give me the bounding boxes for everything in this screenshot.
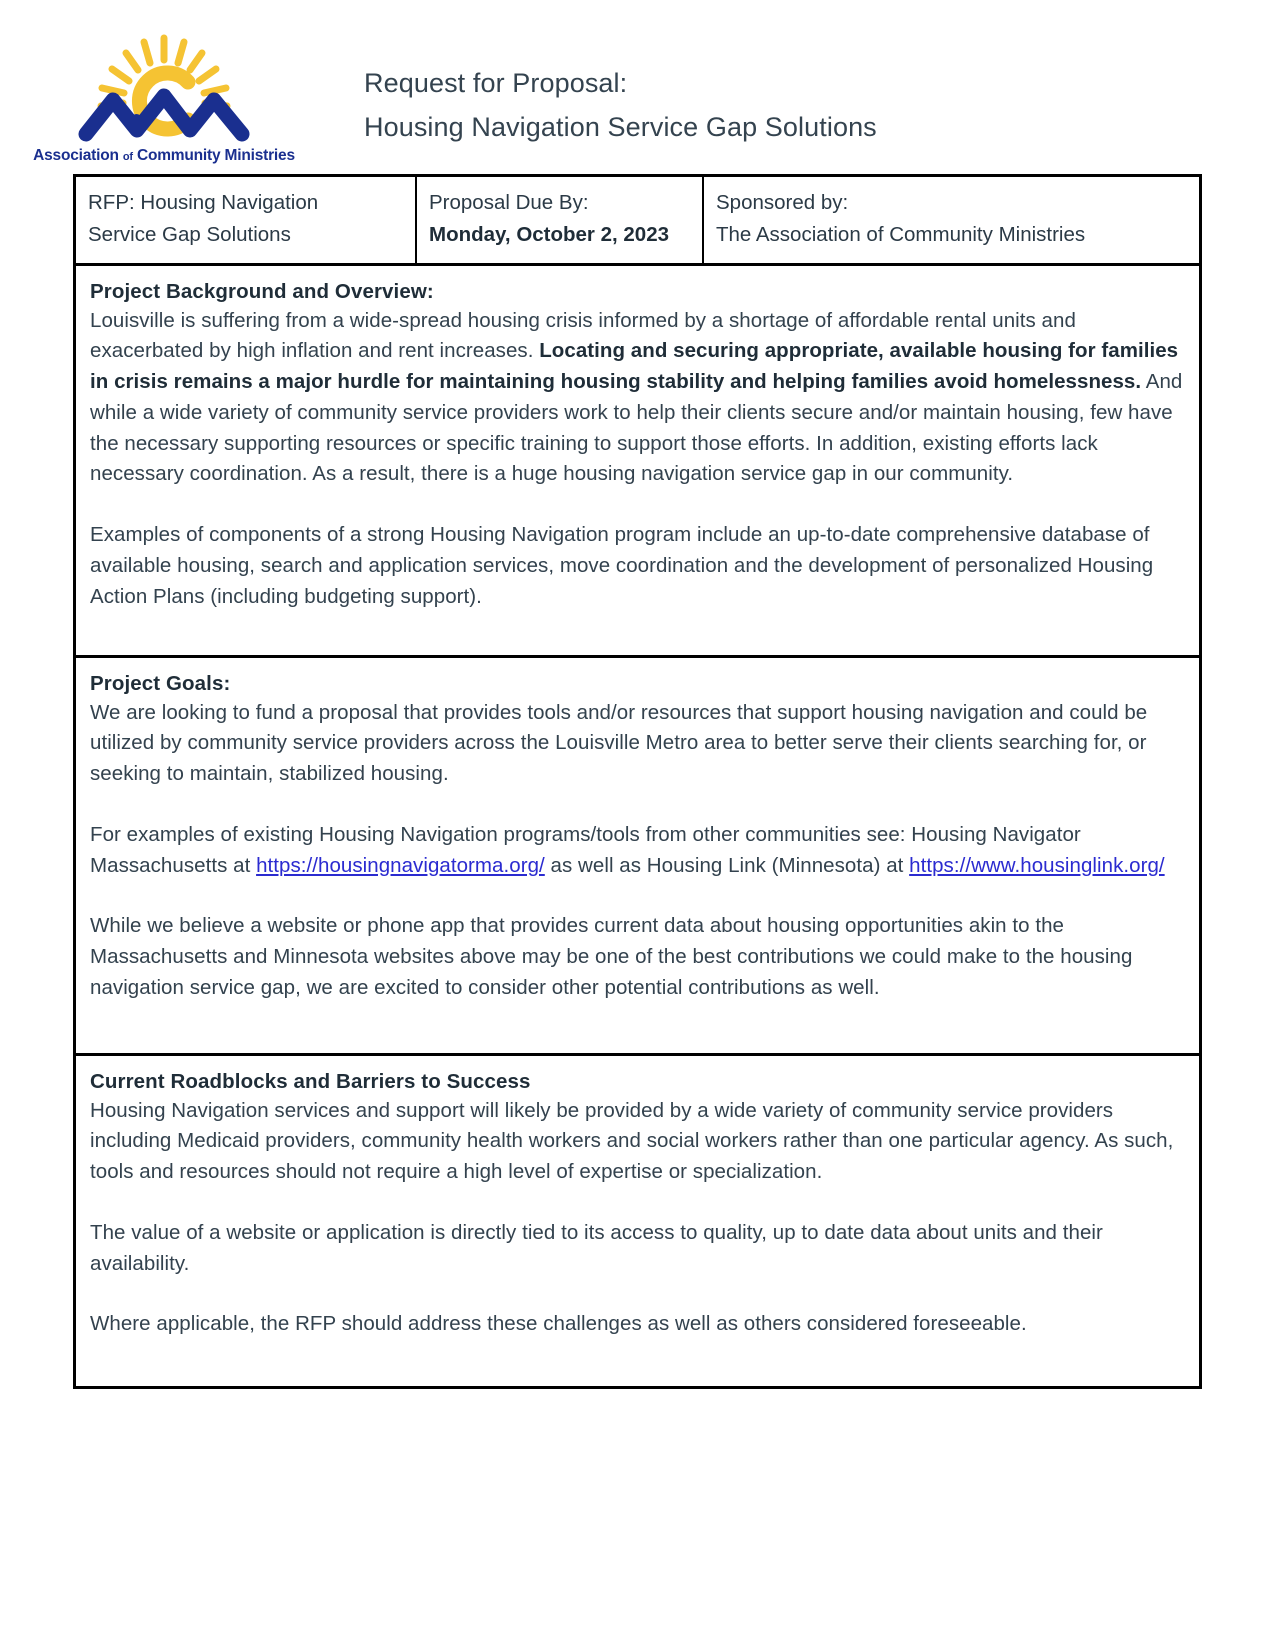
due-date-value: Monday, October 2, 2023 bbox=[429, 222, 670, 246]
section-heading-roadblocks: Current Roadblocks and Barriers to Success bbox=[90, 1069, 531, 1093]
sponsor-cell bbox=[704, 177, 1199, 263]
link-housing-navigator-ma[interactable]: https://housingnavigatorma.org/ bbox=[256, 853, 545, 877]
section-project-goals bbox=[76, 658, 1199, 1056]
info-row bbox=[76, 177, 1199, 266]
due-date-label: Proposal Due By: bbox=[429, 191, 589, 214]
sponsor-value: The Association of Community Ministries bbox=[716, 222, 1086, 246]
organization-logo bbox=[0, 34, 310, 165]
logo-wordmark-part2: Community Ministries bbox=[136, 147, 295, 164]
title-line-2: Housing Navigation Service Gap Solutions bbox=[364, 111, 877, 142]
goals-p2-part-b: as well as Housing Link (Minnesota) at bbox=[544, 853, 910, 877]
link-housing-link-mn[interactable]: https://www.housinglink.org/ bbox=[909, 853, 1165, 877]
rfp-title-cell bbox=[76, 177, 417, 263]
roadblocks-paragraph-3: Where applicable, the RFP should address these challenges as well as others considered foreseeable. bbox=[90, 1312, 1027, 1336]
paragraph-spacer bbox=[90, 490, 1185, 520]
section-heading-goals: Project Goals: bbox=[90, 671, 231, 695]
roadblocks-paragraph-1: Housing Navigation services and support will likely be provided by a wide variety of community service providers including Medicaid providers, community health workers and social workers rather than one particular agency. As such, tools and resources should not require a high level of expertise or specialization. bbox=[90, 1098, 1174, 1184]
paragraph-spacer bbox=[90, 790, 1185, 820]
logo-wordmark-part1: Association bbox=[33, 147, 119, 164]
goals-paragraph-1: We are looking to fund a proposal that provides tools and/or resources that support housing navigation and could be utilized by community service providers across the Louisville Metro area to better serve their clients searching for, or seeking to maintain, stabilized housing. bbox=[90, 700, 1148, 786]
goals-paragraph-2 bbox=[90, 820, 1185, 882]
document-header bbox=[0, 0, 1275, 164]
background-p1-bold: Locating and securing appropriate, available housing for families in crisis remains a major hurdle for maintaining housing stability and helping families avoid homelessness. bbox=[90, 339, 1179, 394]
paragraph-spacer bbox=[90, 1188, 1185, 1218]
sponsor-label: Sponsored by: bbox=[716, 191, 849, 214]
logo-wordmark-of: of bbox=[122, 151, 133, 163]
sun-and-mountains-logo-icon bbox=[66, 34, 262, 146]
paragraph-spacer bbox=[90, 881, 1185, 911]
section-heading-background: Project Background and Overview: bbox=[90, 279, 434, 303]
background-paragraph-2: Examples of components of a strong Housing Navigation program include an up-to-date comprehensive database of available housing, search and application services, move coordination and the development of personalized Housing Action Plans (including budgeting support). bbox=[90, 523, 1154, 608]
rfp-title-line1: RFP: Housing Navigation bbox=[88, 191, 319, 214]
section-current-roadblocks bbox=[76, 1056, 1199, 1386]
background-paragraph-1 bbox=[90, 306, 1185, 491]
logo-wordmark bbox=[33, 147, 295, 165]
document-title bbox=[310, 34, 877, 149]
goals-p2-part-a: For examples of existing Housing Navigation programs/tools from other communities see: Housing Navigator Massachusetts at bbox=[90, 822, 1081, 877]
background-p1-part-a: Louisville is suffering from a wide-spread housing crisis informed by a shortage of affordable rental units and exacerbated by high inflation and rent increases. bbox=[90, 308, 1076, 363]
rfp-title-line2: Service Gap Solutions bbox=[88, 222, 291, 246]
rfp-table bbox=[73, 174, 1202, 1389]
roadblocks-paragraph-2: The value of a website or application is directly tied to its access to quality, up to date data about units and their availability. bbox=[90, 1220, 1103, 1275]
paragraph-spacer bbox=[90, 1279, 1185, 1309]
section-project-background bbox=[76, 266, 1199, 658]
goals-paragraph-3: While we believe a website or phone app that provides current data about housing opportunities akin to the Massachusetts and Minnesota websites above may be one of the best contributions we could make to the housing navigation service gap, we are excited to consider other potential contributions as well. bbox=[90, 914, 1133, 999]
background-p1-part-b: And while a wide variety of community service providers work to help their clients secure and/or maintain housing, few have the necessary supporting resources or specific training to support those efforts. In addition, existing efforts lack necessary coordination. As a result, there is a huge housing navigation service gap in our community. bbox=[90, 370, 1183, 486]
due-date-cell bbox=[417, 177, 704, 263]
title-line-1: Request for Proposal: bbox=[364, 68, 628, 98]
